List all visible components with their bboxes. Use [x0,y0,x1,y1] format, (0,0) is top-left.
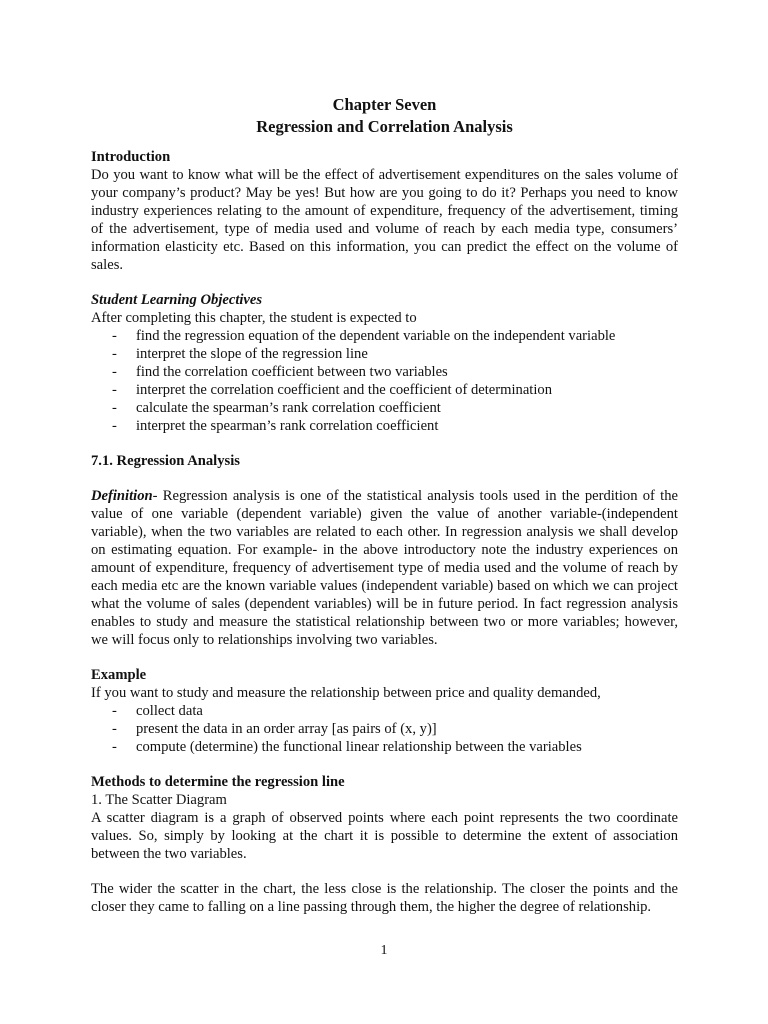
list-item: - interpret the correlation coefficient and the coefficient of determination [112,382,553,398]
chapter-title: Chapter Seven [332,95,437,114]
methods-heading: Methods to determine the regression line [91,774,345,790]
list-item: - calculate the spearman’s rank correlation coefficient [112,400,441,416]
section-number: 7.1 [91,453,110,469]
introduction-heading: Introduction [91,149,171,165]
objectives-list [91,327,678,435]
methods-subheading: 1. The Scatter Diagram [91,792,227,808]
list-item: - present the data in an order array [as pairs of (x, y)] [112,721,437,737]
chapter-subtitle: Regression and Correlation Analysis [256,117,513,136]
list-marker: - [112,418,117,434]
list-marker: - [112,400,117,416]
example-list [91,702,678,756]
list-item: - collect data [112,703,203,719]
definition-body: - Regression analysis is one of the statistical analysis tools used in the perdition of the value of one variable (dependent variable) given the value of another variable-(independent variable), when the two variables are related to each other. In regression analysis we shall develop on estimating equation. For example- in the above introductory note the industry experiences on amount of expenditure, frequency of advertisement type of media used and the volume of reach by each media etc are the known variable values (independent variable) based on which we can project what the volume of sales (dependent variables) will be in future period. In fact regression analysis enables to study and measure the statistical relationship between two or more variables; however, we will focus only to relationships involving two variables. [91,488,678,648]
scatter-paragraph-2: The wider the scatter in the chart, the less close is the relationship. The closer the points and the closer they came to falling on a line passing through them, the higher the degree of relationship. [91,881,678,915]
list-marker: - [112,328,117,344]
definition-term: Definition [91,488,153,504]
list-item: - find the regression equation of the dependent variable on the independent variable [112,328,616,344]
objectives-intro: After completing this chapter, the student is expected to [91,310,417,326]
section-title: . Regression Analysis [109,453,240,469]
definition-paragraph [91,487,678,649]
example-intro: If you want to study and measure the relationship between price and quality demanded, [91,685,601,701]
objectives-heading: Student Learning Objectives [91,292,263,308]
scatter-paragraph-1: A scatter diagram is a graph of observed points where each point represents the two coordinate values. So, simply by looking at the chart it is possible to determine the extent of association between the two variables. [91,810,678,862]
chapter-title-block [91,94,678,138]
example-heading: Example [91,667,147,683]
list-marker: - [112,364,117,380]
list-item: - interpret the slope of the regression line [112,346,368,362]
section-7-1-heading [91,452,678,470]
list-marker: - [112,346,117,362]
list-marker: - [112,382,117,398]
list-marker: - [112,703,117,719]
list-marker: - [112,721,117,737]
list-item: - interpret the spearman’s rank correlation coefficient [112,418,439,434]
list-item: - find the correlation coefficient between two variables [112,364,448,380]
introduction-paragraph: Do you want to know what will be the effect of advertisement expenditures on the sales volume of your company’s product? May be yes! But how are you going to do it? Perhaps you need to know industry experiences relating to the amount of expenditure, frequency of the advertisement, timing of the advertisement, type of media used and volume of reach by each media type, consumers’ information elasticity etc. Based on this information, you can predict the effect on the volume of sales. [91,167,678,273]
page-number: 1 [380,943,388,958]
list-item: - compute (determine) the functional linear relationship between the variables [112,739,582,755]
document-page [91,94,678,916]
list-marker: - [112,739,117,755]
